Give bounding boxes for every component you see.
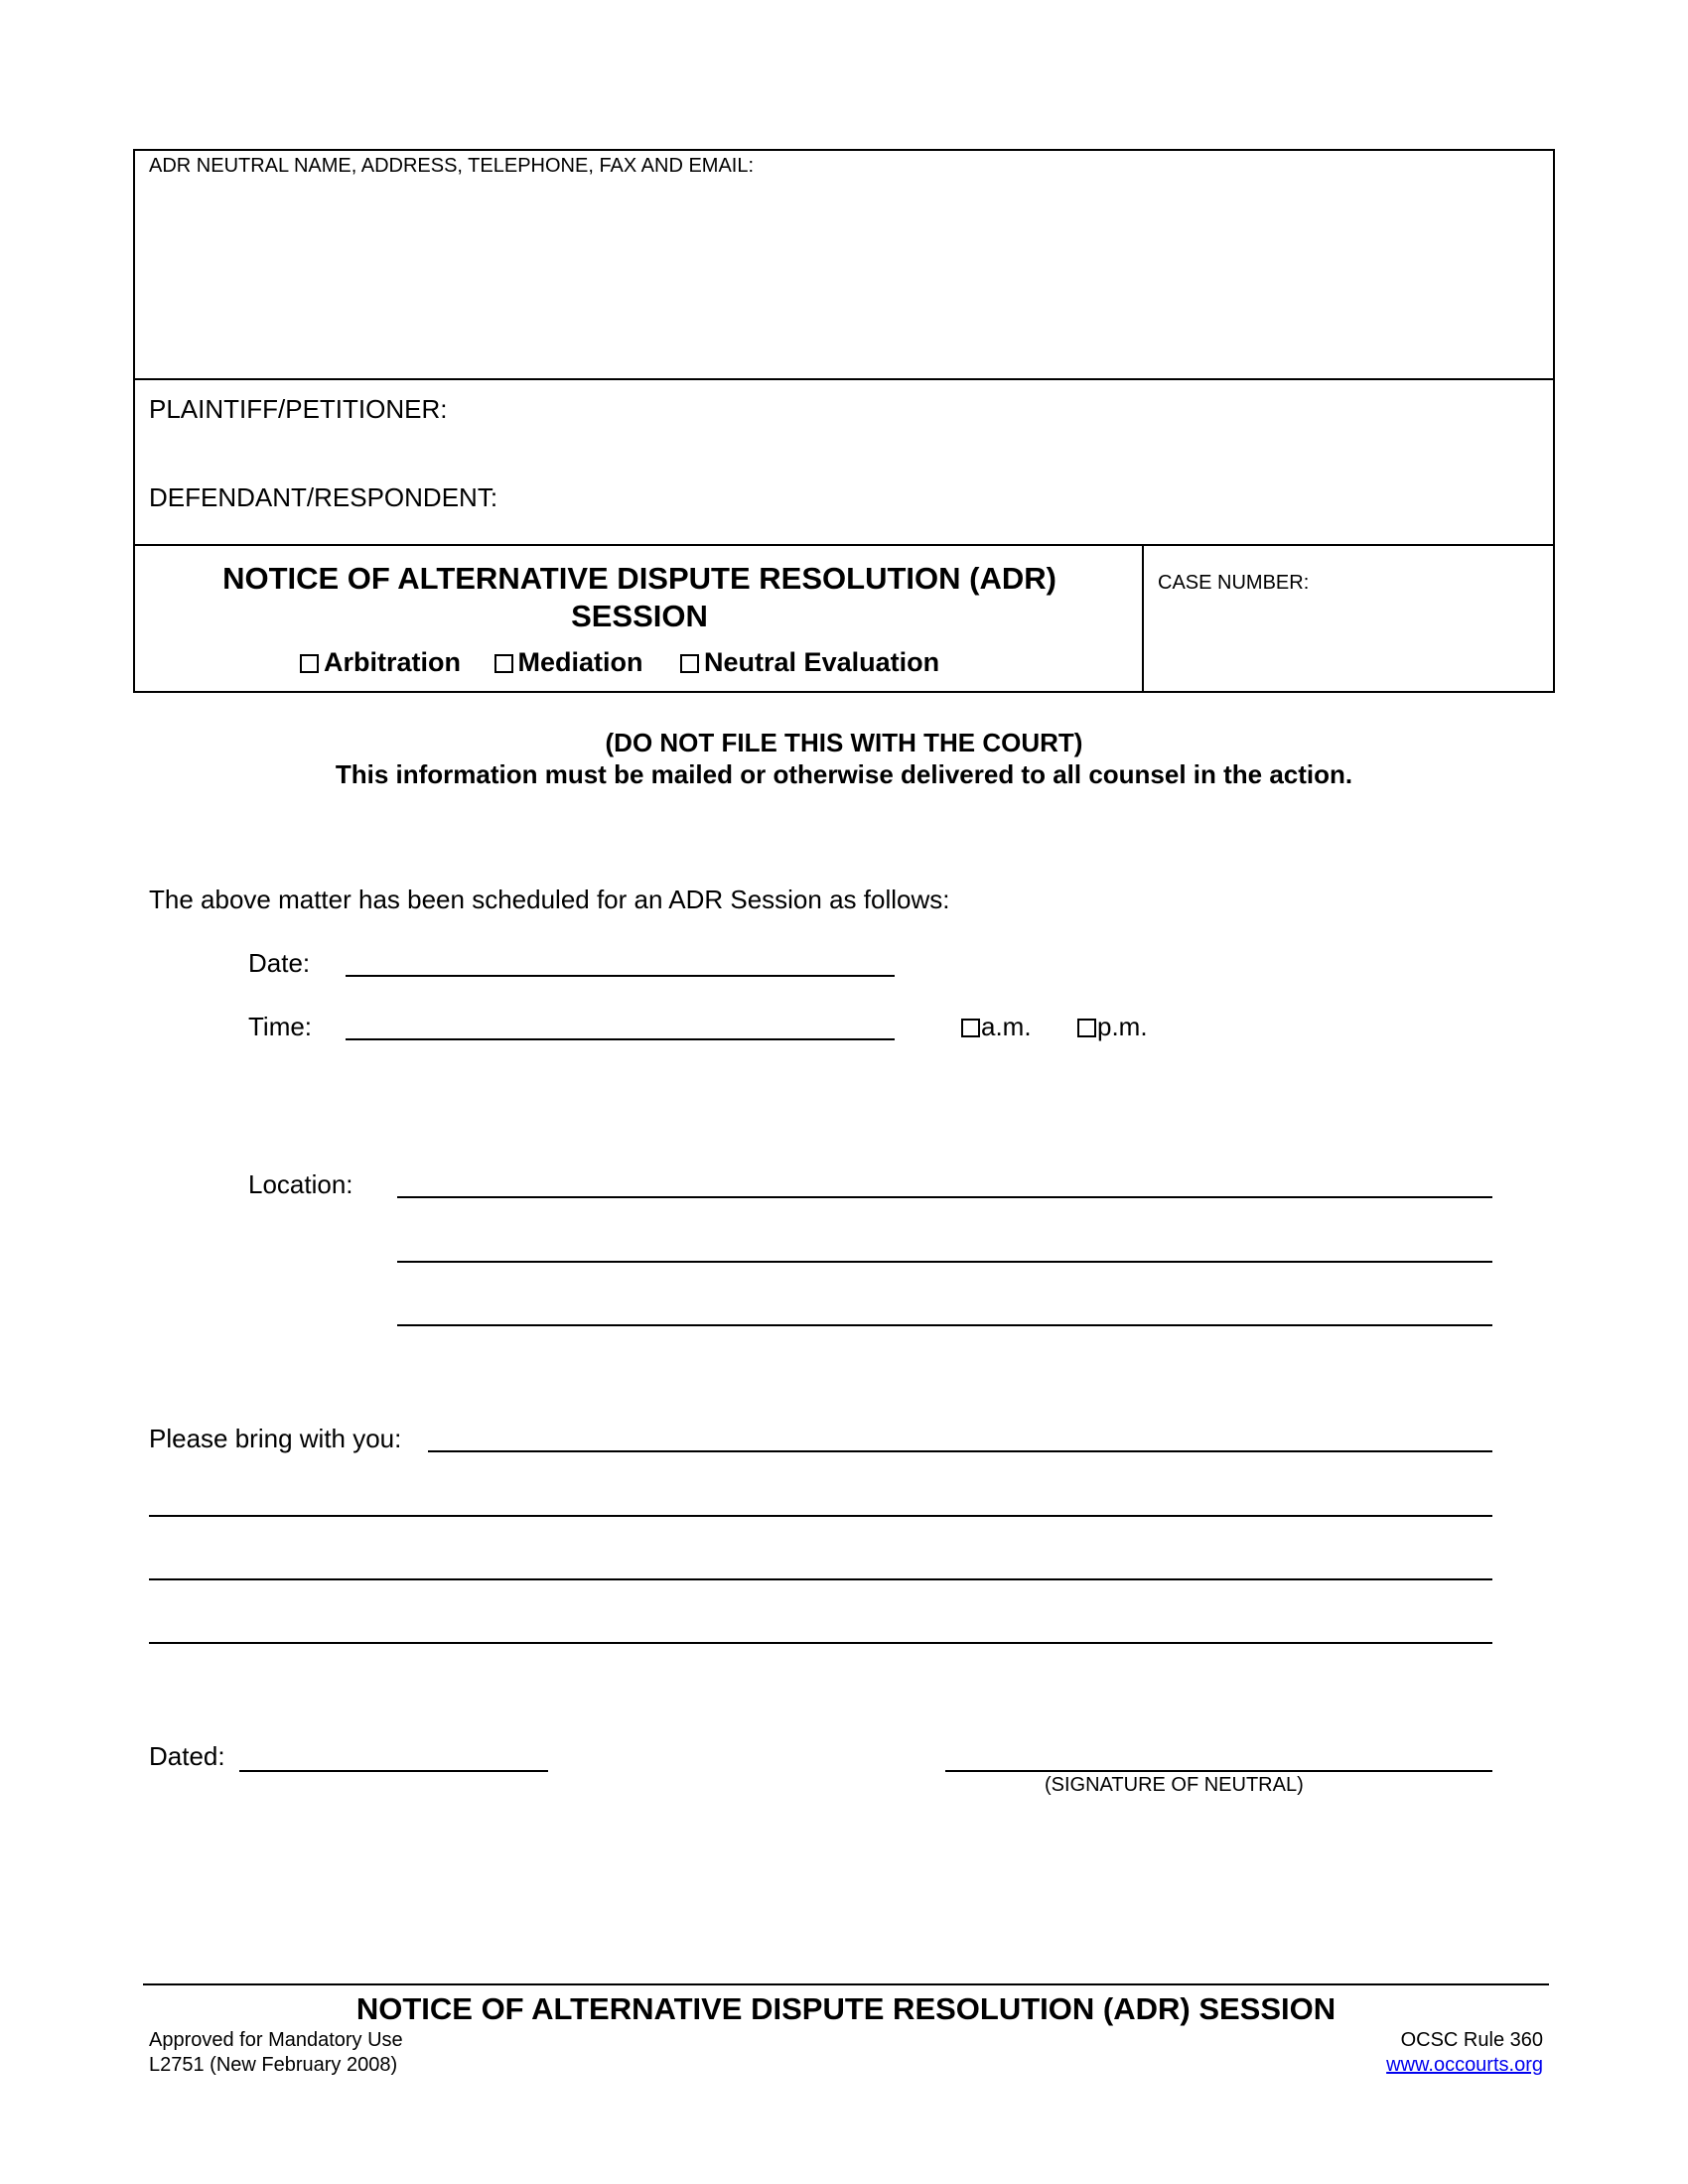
- bring-field-2[interactable]: [149, 1515, 1492, 1517]
- defendant-label: DEFENDANT/RESPONDENT:: [149, 482, 498, 512]
- footer-approved: Approved for Mandatory Use: [149, 2029, 403, 2051]
- location-field-1[interactable]: [397, 1196, 1492, 1198]
- location-field-2[interactable]: [397, 1261, 1492, 1263]
- pm-option[interactable]: p.m.: [1077, 1012, 1148, 1042]
- form-title-line2: SESSION: [571, 599, 708, 633]
- form-title: [135, 560, 1144, 635]
- form-title-line1: NOTICE OF ALTERNATIVE DISPUTE RESOLUTION (ADR): [222, 561, 1056, 596]
- mediation-checkbox[interactable]: [494, 654, 513, 673]
- adr-neutral-box: [133, 149, 1555, 380]
- am-checkbox[interactable]: [961, 1019, 980, 1037]
- location-label: Location:: [248, 1169, 353, 1199]
- time-field[interactable]: [346, 1038, 895, 1040]
- adr-type-options: [300, 647, 939, 678]
- dated-label: Dated:: [149, 1741, 225, 1771]
- bring-field-3[interactable]: [149, 1578, 1492, 1580]
- location-field-3[interactable]: [397, 1324, 1492, 1326]
- neutral-evaluation-checkbox[interactable]: [680, 654, 699, 673]
- dated-field[interactable]: [239, 1770, 548, 1772]
- footer-form-id: L2751 (New February 2008): [149, 2054, 398, 2076]
- footer-rule-number: OCSC Rule 360: [1400, 2029, 1543, 2051]
- option-mediation[interactable]: Mediation: [494, 647, 643, 677]
- bring-field-4[interactable]: [149, 1642, 1492, 1644]
- footer-website-link[interactable]: www.occourts.org: [1386, 2054, 1543, 2076]
- intro-text: The above matter has been scheduled for an ADR Session as follows:: [149, 885, 950, 914]
- date-label: Date:: [248, 948, 311, 978]
- option-neutral-evaluation[interactable]: Neutral Evaluation: [680, 647, 939, 677]
- arbitration-checkbox[interactable]: [300, 654, 319, 673]
- footer-title: NOTICE OF ALTERNATIVE DISPUTE RESOLUTION (ADR) SESSION: [355, 1991, 1336, 2026]
- am-option[interactable]: a.m.: [961, 1012, 1032, 1042]
- footer-rule: [143, 1983, 1549, 1985]
- adr-neutral-label: ADR NEUTRAL NAME, ADDRESS, TELEPHONE, FAX AND EMAIL:: [149, 155, 755, 177]
- notice-line2: This information must be mailed or otherwise delivered to all counsel in the action.: [335, 759, 1353, 789]
- bring-field-1[interactable]: [428, 1450, 1492, 1452]
- bring-label: Please bring with you:: [149, 1424, 402, 1453]
- time-label: Time:: [248, 1012, 313, 1041]
- signature-label: (SIGNATURE OF NEUTRAL): [1045, 1774, 1304, 1796]
- option-arbitration[interactable]: Arbitration: [300, 647, 461, 677]
- notice-line1: (DO NOT FILE THIS WITH THE COURT): [605, 728, 1083, 757]
- case-number-label: CASE NUMBER:: [1158, 572, 1310, 594]
- date-field[interactable]: [346, 975, 895, 977]
- parties-box: [133, 378, 1555, 546]
- do-not-file-notice: [133, 727, 1555, 790]
- pm-checkbox[interactable]: [1077, 1019, 1096, 1037]
- case-number-box: [1142, 544, 1555, 693]
- signature-field[interactable]: [945, 1770, 1492, 1772]
- title-box: [133, 544, 1144, 693]
- plaintiff-label: PLAINTIFF/PETITIONER:: [149, 394, 448, 424]
